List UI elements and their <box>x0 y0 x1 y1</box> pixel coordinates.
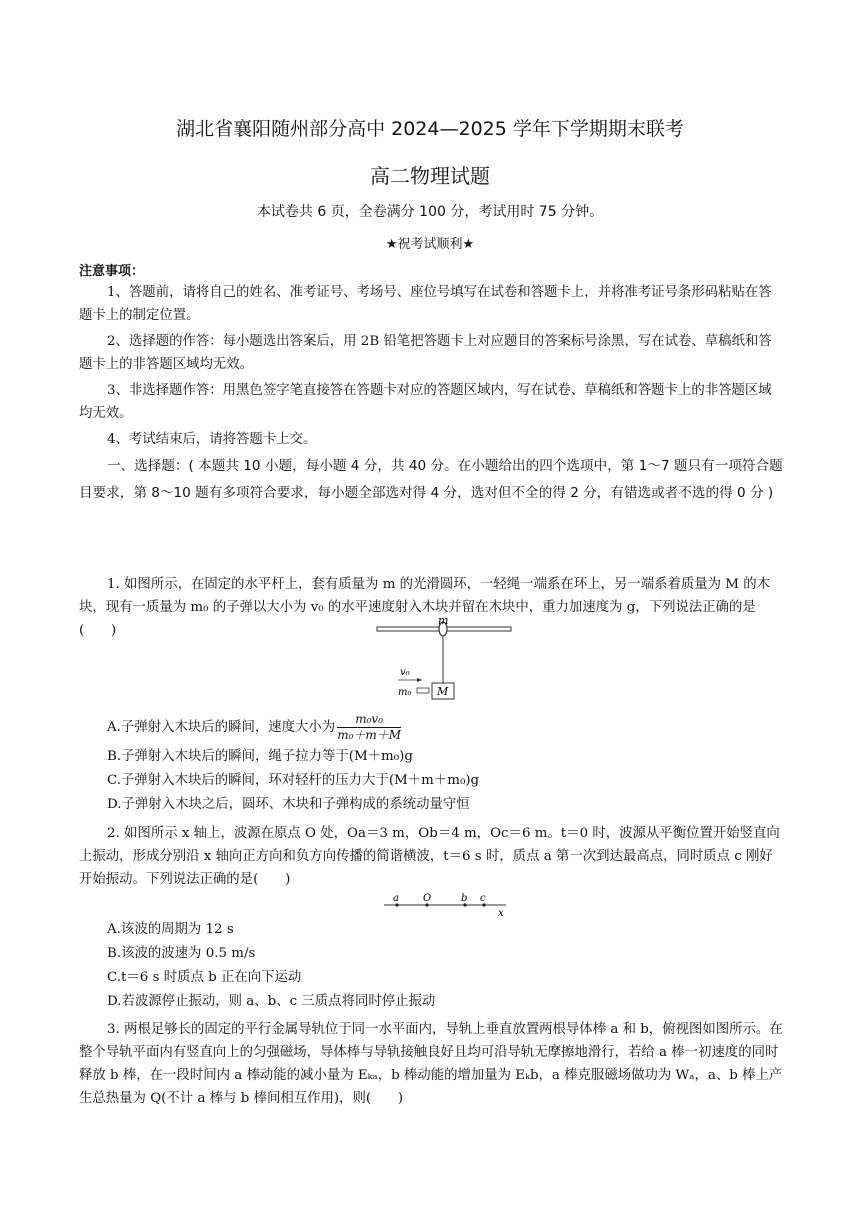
exam-subtitle: 高二物理试题 <box>370 164 490 188</box>
notice-item-4: 4、考试结束后，请将答题卡上交。 <box>107 432 317 447</box>
question-2-stem: 2. 如图所示 x 轴上，波源在原点 O 处，Oa＝3 m，Ob＝4 m，Oc＝6 m。t＝0 时，波源从平衡位置开始竖直向上振动，形成分别沿 x 轴向正方向和负方向传播的简谐横波，t＝6 s 时，质点 a 第一次到达最高点，同时质点 c 刚好开始振动。下列说法正确的是( ) <box>79 826 780 887</box>
notice-item-1: 1、答题前，请将自己的姓名、准考证号、考场号、座位号填写在试卷和答题卡上，并将准考证号条形码粘贴在答题卡上的制定位置。 <box>79 285 772 323</box>
exam-title: 湖北省襄阳随州部分高中 2024—2025 学年下学期期末联考 <box>176 118 684 140</box>
question-2-axis-figure <box>382 890 512 918</box>
point-c-label: c <box>480 893 486 904</box>
velocity-label: v₀ <box>400 667 410 678</box>
velocity-fraction <box>337 712 401 743</box>
origin-label: O <box>423 893 432 904</box>
exam-wish: ★祝考试顺利★ <box>385 237 475 252</box>
section-1-instructions: 一、选择题：( 本题共 10 小题，每小题 4 分，共 40 分。在小题给出的四个选项中，第 1～7 题只有一项符合题目要求，第 8～10 题有多项符合要求，每小题全部选对得 4 分，选对但不全的得 2 分，有错选或者不选的得 0 分 ) <box>79 458 783 501</box>
fraction-denominator: m₀＋m＋M <box>337 728 402 742</box>
option-a-text: A.子弹射入木块后的瞬间，速度大小为 <box>107 720 336 735</box>
question-1-stem: 1. 如图所示，在固定的水平杆上，套有质量为 m 的光滑圆环，一轻绳一端系在环上，另一端系着质量为 M 的木块，现有一质量为 m₀ 的子弹以大小为 v₀ 的水平速度射入木块并留在木块中，重力加速度为 g，下列说法正确的是( ) <box>79 577 771 638</box>
question-2-option-b[interactable]: B.该波的波速为 0.5 m/s <box>107 946 256 961</box>
question-1-option-a[interactable] <box>107 712 401 743</box>
x-axis-label: x <box>498 908 504 918</box>
notice-item-3: 3、非选择题作答：用黑色签字笔直接答在答题卡对应的答题区域内，写在试卷、草稿纸和答题卡上的非答题区域均无效。 <box>79 383 772 421</box>
notice-label: 注意事项： <box>79 264 145 279</box>
question-3-stem: 3. 两根足够长的固定的平行金属导轨位于同一水平面内，导轨上垂直放置两根导体棒 a 和 b，俯视图如图所示。在整个导轨平面内有竖直向上的匀强磁场，导体棒与导轨接触良好且均可沿导轨无摩擦地滑行，若给 a 棒一初速度的同时释放 b 棒，在一段时间内 a 棒动能的减小量为 Eₖₐ，b 棒动能的增加量为 Eₖb，a 棒克服磁场做功为 Wₐ，a、b 棒上产生总热量为 Q(不计 a 棒与 b 棒间相互作用)，则( ) <box>79 1022 783 1106</box>
notice-item-2: 2、选择题的作答：每小题选出答案后，用 2B 铅笔把答题卡上对应题目的答案标号涂黑，写在试卷、草稿纸和答题卡上的非答题区域均无效。 <box>79 334 772 372</box>
question-1-option-d[interactable]: D.子弹射入木块之后，圆环、木块和子弹构成的系统动量守恒 <box>107 797 470 812</box>
exam-info: 本试卷共 6 页，全卷满分 100 分，考试用时 75 分钟。 <box>256 204 604 220</box>
question-1-option-c[interactable]: C.子弹射入木块后的瞬间，环对轻杆的压力大于(M＋m＋m₀)g <box>107 773 480 788</box>
fraction-numerator: m₀v₀ <box>337 712 401 728</box>
point-a-label: a <box>393 893 399 904</box>
bullet-mass-label: m₀ <box>398 687 412 698</box>
question-2-option-d[interactable]: D.若波源停止振动，则 a、b、c 三质点将同时停止振动 <box>107 994 436 1009</box>
ring-mass-label: m <box>438 614 449 627</box>
question-2-option-a[interactable]: A.该波的周期为 12 s <box>107 922 234 937</box>
question-1-figure <box>370 614 520 704</box>
question-1-option-b[interactable]: B.子弹射入木块后的瞬间，绳子拉力等于(M＋m₀)g <box>107 749 413 764</box>
point-b-label: b <box>461 893 468 904</box>
question-2-option-c[interactable]: C.t＝6 s 时质点 b 正在向下运动 <box>107 970 302 985</box>
block-mass-label: M <box>437 685 449 698</box>
